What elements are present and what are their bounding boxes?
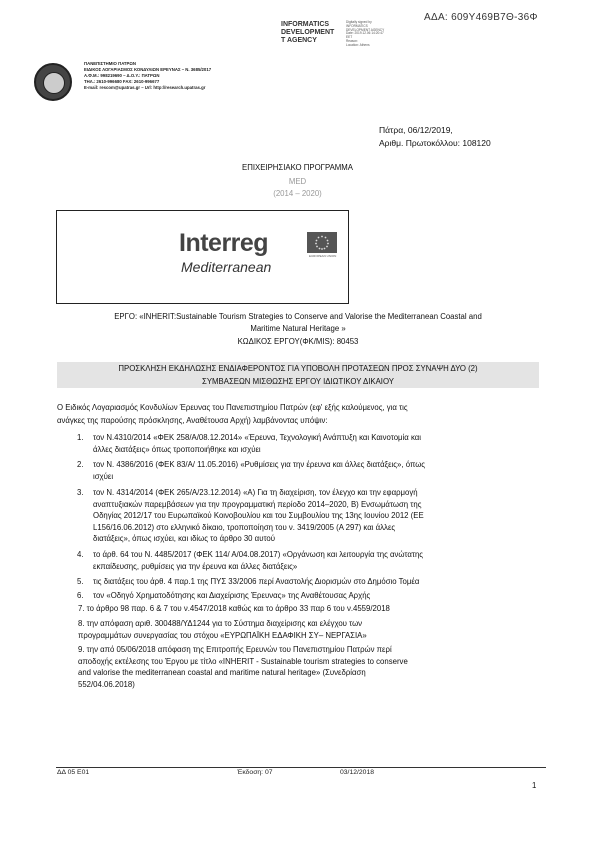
- intro-paragraph: [57, 402, 541, 427]
- digital-signature-note: [346, 21, 406, 48]
- date-block: [379, 124, 491, 149]
- list-item: [77, 487, 541, 545]
- project-line: ΕΡΓΟ: «INHERIT:Sustainable Tourism Strategies to Conserve and Valorise the Mediterranean Coastal and: [114, 312, 482, 321]
- list-item-line: τις διατάξεις του άρθ. 4 παρ.1 της ΠΥΣ 33/2006 περί Αναστολής Διορισμών στο Δημόσιο Τομέα: [93, 577, 420, 586]
- list-item-line: Οδηγίας 2012/17 του Ευρωπαϊκού Κοινοβουλίου και του Συμβουλίου της 13ης Ιουνίου 2012 (ΕΕ: [93, 511, 424, 520]
- list-item-line: τον Ν. 4314/2014 (ΦΕΚ 265/Α/23.12.2014) «Α) Για τη διαχείριση, τον έλεγχο και την εφαρμογή: [93, 488, 418, 497]
- list-item: [77, 459, 541, 482]
- program-title: ΕΠΙΧΕΙΡΗΣΙΑΚΟ ΠΡΟΓΡΑΜΜΑ: [242, 163, 353, 172]
- call-title-band: [57, 362, 539, 388]
- university-seal-icon: [34, 63, 72, 101]
- list-item-line: 7. το άρθρο 98 παρ. 6 & 7 του ν.4547/2018 καθώς και το άρθρο 33 παρ 6 του ν.4559/2018: [78, 604, 390, 613]
- list-item-line: αποδοχής εκτέλεσης του Έργου με τίτλο «INHERIT - Sustainable tourism strategies to conserve: [78, 656, 408, 666]
- signature-line: DEVELOPMENT AGENCY: [346, 27, 385, 32]
- footer-divider: [56, 767, 546, 768]
- eu-flag-icon: [307, 232, 337, 253]
- list-number: 6.: [77, 591, 84, 600]
- di-agency-logo: [281, 20, 385, 47]
- list-item-line: άλλες διατάξεις» όπως τροποποιήθηκε και ισχύει: [93, 444, 261, 454]
- list-item: [77, 549, 541, 572]
- project-line: Maritime Natural Heritage »: [250, 324, 346, 334]
- mediterranean-logo-text: Mediterranean: [181, 259, 272, 275]
- signature-line: EET: [346, 35, 353, 40]
- protocol-line: Αριθμ. Πρωτοκόλλου: 108120: [379, 137, 491, 148]
- university-line: ΤΗΛ.: 2610-996680 FAX: 2610-996677: [84, 79, 160, 85]
- signature-line: Date: 2019.12.06 14:20:47: [346, 31, 384, 36]
- list-item-line: το άρθ. 64 του Ν. 4485/2017 (ΦΕΚ 114/ Α/04.08.2017) «Οργάνωση και λειτουργία της ανώτατης: [93, 550, 424, 559]
- footer-code: ΔΔ 05 Ε01: [57, 769, 90, 776]
- page-number: 1: [532, 781, 537, 790]
- list-item-line: προγραμμάτων συνεργασίας του στόχου «ΕΥΡΩΠΑΪΚΗ ΕΔΑΦΙΚΗ ΣΥ– ΝΕΡΓΑΣΙΑ»: [78, 630, 367, 640]
- di-title-line: DEVELOPMENT: [281, 29, 335, 36]
- university-line: E-mail: rescom@upatras.gr – Url: http://research.upatras.gr: [84, 85, 206, 91]
- signature-line: Digitally signed by: [346, 20, 372, 24]
- call-title-line: ΣΥΜΒΑΣΕΩΝ ΜΙΣΘΩΣΗΣ ΕΡΓΟΥ ΙΔΙΩΤΙΚΟΥ ΔΙΚΑΙΟΥ: [202, 376, 394, 386]
- list-item-line: 8. την απόφαση αριθ. 300488/ΥΔ1244 για το Σύστημα διαχείρισης και ελέγχου των: [78, 619, 363, 628]
- list-number: 3.: [77, 488, 84, 497]
- list-number: 2.: [77, 460, 84, 469]
- list-item-line: διατάξεις», όπως ισχύει, και ιδίως το άρθρο 30 αυτού: [93, 534, 276, 543]
- university-line: Α.Φ.Μ.: 998219690 – Δ.Ο.Υ.: ΠΑΤΡΩΝ: [84, 73, 160, 79]
- list-number: 5.: [77, 577, 84, 586]
- program-years: (2014 – 2020): [273, 189, 322, 198]
- list-item-line: and valorise the mediterranean coastal and maritime natural heritage» (Συνεδρίαση: [78, 668, 366, 677]
- list-item: [78, 618, 541, 641]
- list-item: [78, 603, 541, 615]
- footer-date: 03/12/2018: [340, 769, 375, 776]
- signature-line: Location: Athens: [346, 42, 370, 47]
- list-item-line: εκπαίδευσης, ρυθμίσεις για την έρευνα και άλλες διατάξεις»: [93, 561, 298, 571]
- date-line: Πάτρα, 06/12/2019,: [379, 125, 453, 135]
- di-title-line: T AGENCY: [281, 37, 317, 44]
- eu-label: EUROPEAN UNION: [309, 254, 337, 258]
- list-item-line: τον Ν.4310/2014 «ΦΕΚ 258/Α/08.12.2014» «Έρευνα, Τεχνολογική Ανάπτυξη και Καινοτομία και: [93, 433, 421, 442]
- program-name: MED: [288, 177, 307, 186]
- intro-line: ανάγκες της παρούσης πρόσκλησης, Αναθέτουσα Αρχή) λαμβάνοντας υπόψιν:: [57, 415, 328, 425]
- footer-version: Έκδοση: 07: [237, 769, 273, 776]
- university-line: ΠΑΝΕΠΙΣΤΗΜΙΟ ΠΑΤΡΩΝ: [84, 61, 136, 66]
- list-number: 1.: [77, 433, 84, 442]
- intro-line: Ο Ειδικός Λογαριασμός Κονδυλίων Έρευνας του Πανεπιστημίου Πατρών (εφ' εξής καλούμενος, για τις: [57, 403, 408, 412]
- di-title-line: INFORMATICS: [281, 21, 330, 28]
- signature-line: INFORMATICS: [346, 23, 368, 28]
- list-item-line: 9. την από 05/06/2018 απόφαση της Επιτροπής Ερευνών του Πανεπιστημίου Πατρών περί: [78, 645, 392, 654]
- list-item-line: L156/16.06.2012) στο ελληνικό δίκαιο, τροποποίηση του ν. 3419/2005 (Α 297) και άλλες: [93, 522, 396, 532]
- list-item: [77, 432, 541, 455]
- signature-line: Reason:: [346, 38, 358, 43]
- list-item-line: ισχύει: [93, 471, 114, 481]
- interreg-logo-frame: [56, 210, 349, 304]
- list-item-line: αναπτυξιακών παρεμβάσεων για την προγραμματική περίοδο 2014–2020, Β) Ενσωμάτωση της: [93, 499, 422, 509]
- project-block: [68, 311, 528, 348]
- project-code: ΚΩΔΙΚΟΣ ΕΡΓΟΥ(ΦΚ/MIS): 80453: [237, 336, 359, 346]
- list-item: [78, 644, 541, 690]
- university-header: [84, 61, 211, 91]
- university-line: ΕΙΔΙΚΟΣ ΛΟΓΑΡΙΑΣΜΟΣ ΚΟΝΔΥΛΙΩΝ ΕΡΕΥΝΑΣ – Ν. 3685/2017: [84, 67, 212, 73]
- ada-code: ΑΔΑ: 609Υ469Β7Θ-36Φ: [424, 12, 538, 23]
- call-title-line: ΠΡΟΣΚΛΗΣΗ ΕΚΔΗΛΩΣΗΣ ΕΝΔΙΑΦΕΡΟΝΤΟΣ ΓΙΑ ΥΠΟΒΟΛΗ ΠΡΟΤΑΣΕΩΝ ΠΡΟΣ ΣΥΝΑΨΗ ΔΥΟ (2): [118, 364, 478, 373]
- list-item: [77, 590, 541, 602]
- interreg-logo-text: Interreg: [179, 229, 269, 257]
- list-item-line: τον «Οδηγό Χρηματοδότησης και Διαχείρισης Έρευνας» της Αναθέτουσας Αρχής: [93, 591, 371, 600]
- list-item-line: 552/04.06.2018): [78, 679, 135, 689]
- list-item-line: τον Ν. 4386/2016 (ΦΕΚ 83/Α/ 11.05.2016) «Ρυθμίσεις για την έρευνα και άλλες διατάξεις», όπως: [93, 460, 426, 469]
- list-item: [77, 576, 541, 588]
- list-number: 4.: [77, 550, 84, 559]
